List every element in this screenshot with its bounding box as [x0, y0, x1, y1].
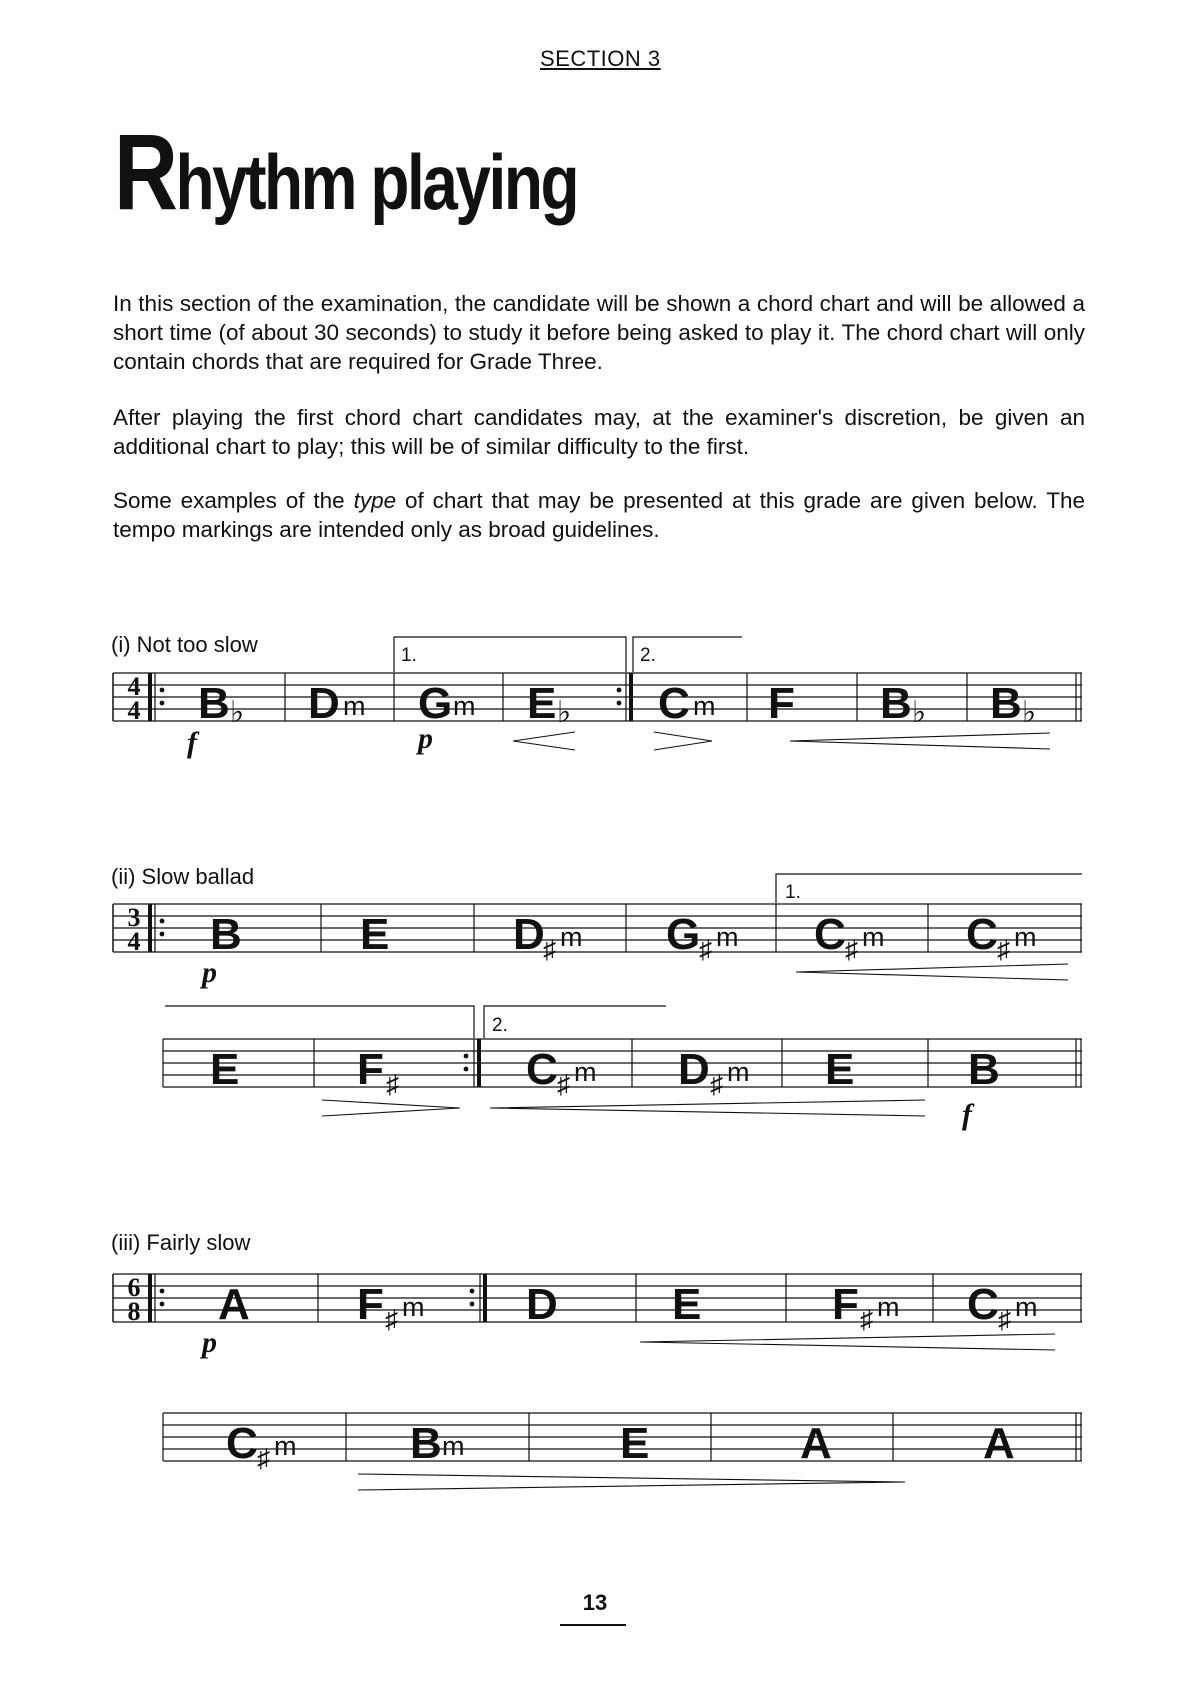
- svg-text:♯: ♯: [385, 1304, 398, 1334]
- chord-symbol: [527, 679, 571, 729]
- svg-text:A: A: [983, 1419, 1015, 1468]
- svg-text:m: m: [574, 1057, 597, 1087]
- svg-text:E: E: [620, 1419, 650, 1468]
- svg-text:♯: ♯: [998, 1304, 1011, 1334]
- svg-text:♭: ♭: [1022, 696, 1037, 729]
- chord-symbol: [526, 1280, 558, 1329]
- svg-text:C: C: [967, 1280, 999, 1329]
- chord-symbol: [210, 910, 242, 959]
- staff-3-chords: [210, 1045, 1000, 1099]
- staff-1-hairpins: [513, 732, 1050, 750]
- chord-symbol: [967, 1280, 1038, 1334]
- example-3-label: (iii) Fairly slow: [111, 1230, 251, 1255]
- svg-text:♯: ♯: [710, 1069, 723, 1099]
- staff-5-hairpins: [358, 1474, 905, 1490]
- svg-text:m: m: [716, 922, 739, 952]
- chord-symbol: [210, 1045, 239, 1094]
- chord-symbol: [218, 1280, 250, 1329]
- chord-symbol: [357, 1045, 399, 1099]
- staff-4-hairpins: [640, 1334, 1055, 1350]
- chord-symbol: [526, 1045, 597, 1099]
- svg-text:m: m: [274, 1431, 297, 1461]
- svg-text:♯: ♯: [257, 1443, 270, 1473]
- chord-symbol: [800, 1419, 832, 1468]
- chord-symbol: [814, 910, 885, 964]
- examples-paragraph: Some examples of the type of chart that may be presented at this grade are given below. The tempo markings are intended only as broad guidelines.: [113, 488, 1085, 542]
- chord-symbol: [513, 910, 583, 964]
- staff-3: [163, 1039, 1082, 1087]
- svg-text:m: m: [1015, 1292, 1038, 1322]
- svg-text:E: E: [672, 1280, 702, 1329]
- svg-text:B: B: [198, 679, 230, 728]
- chord-symbol: [825, 1045, 854, 1094]
- svg-text:G: G: [418, 679, 453, 728]
- staff-4-dynamics: [199, 1326, 217, 1359]
- svg-text:B: B: [880, 679, 912, 728]
- svg-text:C: C: [814, 910, 846, 959]
- svg-text:♯: ♯: [386, 1069, 399, 1099]
- staff-2-dynamics: [199, 956, 217, 989]
- svg-text:G: G: [666, 910, 701, 959]
- chord-symbol: [968, 1045, 1000, 1094]
- staff-2-endings: [776, 874, 1082, 903]
- svg-text:♯: ♯: [557, 1069, 570, 1099]
- ending-2-label: 2.: [640, 645, 656, 666]
- svg-text:D: D: [308, 679, 340, 728]
- staff-3-endings: [165, 1006, 666, 1038]
- svg-text:m: m: [862, 922, 885, 952]
- intro-paragraph: In this section of the examination, the candidate will be shown a chord chart and will be allowed a short time (of about 30 seconds) to study it before being asked to play it. The chord chart will only contain chords that are required for Grade Three.: [113, 291, 1085, 374]
- chord-symbol: [966, 910, 1037, 964]
- svg-text:♯: ♯: [543, 934, 556, 964]
- chord-symbol: [768, 679, 795, 728]
- chord-symbol: [198, 679, 244, 729]
- svg-text:8: 8: [127, 1297, 141, 1326]
- staff-2-chords: [210, 910, 1037, 964]
- staff-1: [113, 673, 1082, 721]
- chord-symbol: [983, 1419, 1015, 1468]
- svg-text:E: E: [825, 1045, 855, 1094]
- svg-text:D: D: [526, 1280, 558, 1329]
- ending-1-label: 1.: [401, 645, 417, 666]
- svg-text:B: B: [990, 679, 1022, 728]
- staff-1-time-signature: [128, 672, 141, 725]
- page-number: 13: [582, 1590, 608, 1615]
- chord-symbol: [357, 1280, 425, 1334]
- section-label: SECTION 3: [540, 46, 661, 71]
- svg-text:m: m: [402, 1292, 425, 1322]
- page-number-rule: [560, 1624, 626, 1626]
- ending-1-label: 1.: [785, 882, 801, 903]
- svg-text:A: A: [218, 1280, 250, 1329]
- staff-2-time-signature: [128, 903, 141, 956]
- svg-text:m: m: [1014, 922, 1037, 952]
- chord-symbol: [620, 1419, 649, 1468]
- svg-text:C: C: [966, 910, 998, 959]
- example-1-label: (i) Not too slow: [111, 632, 258, 657]
- chord-symbol: [672, 1280, 701, 1329]
- svg-text:♭: ♭: [557, 696, 572, 729]
- svg-text:A: A: [800, 1419, 832, 1468]
- svg-text:4: 4: [127, 696, 141, 725]
- staff-3-hairpins: [322, 1100, 925, 1116]
- additional-chart-paragraph: After playing the first chord chart candidates may, at the examiner's discretion, be given an additional chart to play; this will be of similar difficulty to the first.: [113, 405, 1085, 459]
- title-initial: R: [114, 111, 176, 232]
- svg-text:m: m: [453, 691, 476, 721]
- svg-text:♭: ♭: [230, 696, 245, 729]
- svg-text:m: m: [693, 691, 716, 721]
- chord-symbol: [308, 679, 366, 728]
- staff-4-chords: [218, 1280, 1038, 1334]
- svg-text:♭: ♭: [912, 696, 927, 729]
- svg-text:♯: ♯: [860, 1304, 873, 1334]
- svg-text:D: D: [678, 1045, 710, 1094]
- svg-text:f: f: [187, 726, 197, 759]
- svg-text:F: F: [832, 1280, 859, 1329]
- staff-4: [113, 1274, 1082, 1322]
- svg-text:E: E: [527, 679, 557, 728]
- svg-text:m: m: [442, 1431, 465, 1461]
- svg-text:m: m: [343, 691, 366, 721]
- svg-text:m: m: [877, 1292, 900, 1322]
- svg-text:C: C: [226, 1419, 258, 1468]
- ending-2-label: 2.: [492, 1015, 508, 1036]
- svg-text:♯: ♯: [997, 934, 1010, 964]
- svg-text:♯: ♯: [845, 934, 858, 964]
- chord-symbol: [360, 910, 389, 959]
- svg-text:B: B: [410, 1419, 442, 1468]
- type-emphasis: type: [353, 488, 397, 513]
- chord-symbol: [832, 1280, 900, 1334]
- svg-text:m: m: [560, 922, 583, 952]
- svg-text:E: E: [210, 1045, 240, 1094]
- title-rest: hythm playing: [175, 138, 578, 226]
- chord-symbol: [418, 679, 476, 728]
- chord-symbol: [410, 1419, 465, 1468]
- svg-text:4: 4: [127, 927, 141, 956]
- svg-text:F: F: [768, 679, 795, 728]
- staff-5-chords: [226, 1419, 1015, 1473]
- svg-text:D: D: [513, 910, 545, 959]
- staff-3-dynamics: [962, 1098, 975, 1131]
- svg-text:p: p: [202, 1326, 217, 1359]
- svg-text:4: 4: [127, 672, 141, 701]
- svg-text:p: p: [418, 722, 433, 755]
- example-2-label: (ii) Slow ballad: [111, 864, 255, 889]
- chord-symbol: [990, 679, 1036, 729]
- svg-text:m: m: [727, 1057, 750, 1087]
- staff-4-time-signature: [128, 1273, 141, 1326]
- svg-text:C: C: [658, 679, 690, 728]
- svg-text:F: F: [357, 1045, 384, 1094]
- staff-1-endings: [394, 637, 742, 672]
- svg-text:E: E: [360, 910, 390, 959]
- svg-text:3: 3: [127, 903, 141, 932]
- chord-symbol: [666, 910, 739, 964]
- svg-text:C: C: [526, 1045, 558, 1094]
- chord-symbol: [226, 1419, 297, 1473]
- staff-2-hairpins: [796, 964, 1068, 980]
- svg-text:p: p: [202, 956, 217, 989]
- staff-2: [113, 904, 1082, 952]
- svg-text:B: B: [210, 910, 242, 959]
- svg-text:B: B: [968, 1045, 1000, 1094]
- chord-symbol: [658, 679, 716, 728]
- chord-symbol: [880, 679, 926, 729]
- svg-text:6: 6: [127, 1273, 141, 1302]
- svg-text:♯: ♯: [699, 934, 712, 964]
- svg-text:f: f: [962, 1098, 972, 1131]
- chord-symbol: [678, 1045, 750, 1099]
- svg-text:F: F: [357, 1280, 384, 1329]
